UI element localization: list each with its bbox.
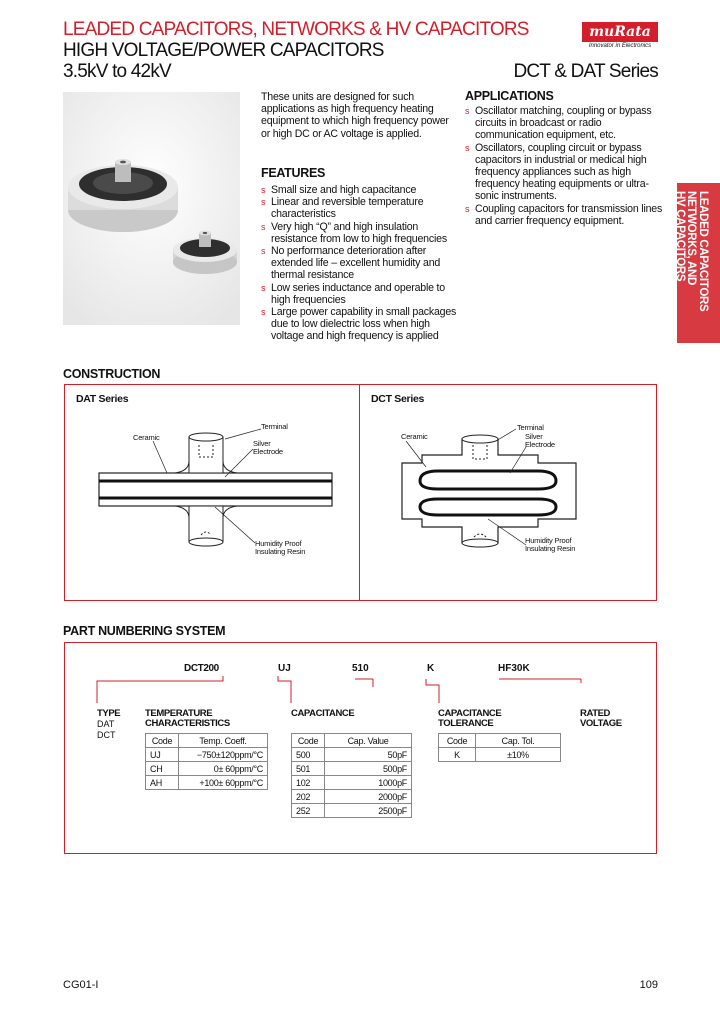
table-cell: 500pF [325,762,412,776]
table-header: Temp. Coeff. [179,734,268,748]
table-row [292,776,412,790]
dat-label-terminal: Terminal [261,422,288,431]
dct-label-electrode: Electrode [525,440,555,449]
table-row [146,748,268,762]
bullet-marker: s [261,246,266,257]
table-header: Code [146,734,179,748]
dat-label-electrode: Electrode [253,447,283,456]
logo-wordmark: muRata [582,22,658,42]
dat-construction-diagram [65,385,359,600]
features-title: FEATURES [261,166,326,180]
pn-code-type: DCT200 [184,663,219,674]
table-cell: ±10% [476,748,561,762]
table-header: Cap. Value [325,734,412,748]
table-row [292,790,412,804]
pn-temp-table [145,733,268,790]
table-row [439,748,561,762]
pn-rated-label1: RATED [580,708,611,719]
table-cell: 501 [292,762,325,776]
table-cell: −750±120ppm/°C [179,748,268,762]
application-text: Oscillators, coupling circuit or bypass capacitors in industrial or medical high frequency appliances such as high frequency heating equipments or ultra-sonic instruments. [475,141,649,203]
pn-code-voltage: HF30K [498,663,530,674]
table-cell: UJ [146,748,179,762]
table-cell: 2000pF [325,790,412,804]
dct-label-resin2: Insulating Resin [525,544,576,553]
dat-label-resin [255,540,305,556]
series-title: DCT & DAT Series [513,61,658,82]
table-header-row [439,734,561,748]
table-row [292,748,412,762]
murata-logo [582,22,658,49]
table-row [292,762,412,776]
header-line1: LEADED CAPACITORS, NETWORKS & HV CAPACITORS [63,19,529,40]
table-row [292,804,412,818]
bullet-marker: s [465,142,470,153]
table-row [146,762,268,776]
table-cell: 50pF [325,748,412,762]
pn-rated-label [580,709,622,729]
construction-title: CONSTRUCTION [63,367,161,381]
table-cell: AH [146,776,179,790]
header-line3: 3.5kV to 42kV [63,61,171,82]
dct-label-ceramic: Ceramic [401,432,428,441]
side-tab-line2: NETWORKS, AND [685,191,698,286]
pn-connector-lines [65,643,656,713]
feature-text: Low series inductance and operable to high frequencies [271,281,445,306]
table-header-row [292,734,412,748]
dct-series-title: DCT Series [371,393,425,405]
part-numbering-box [64,642,657,854]
dat-label-resin2: Insulating Resin [255,547,306,556]
bullet-marker: s [465,203,470,214]
table-cell: 252 [292,804,325,818]
pn-type-values [97,719,116,741]
applications-list [465,105,665,227]
bullet-marker: s [261,221,266,232]
dat-label-silver: Silver [253,439,271,448]
page-number: 109 [639,979,658,991]
table-row [146,776,268,790]
dct-label-silver-electrode [525,433,555,449]
table-cell: 202 [292,790,325,804]
feature-text: Small size and high capacitance [271,184,417,196]
feature-text: Linear and reversible temperature characteristics [271,196,424,221]
product-photo [63,92,240,325]
construction-box [64,384,657,601]
application-item [465,203,665,227]
dct-construction-diagram [360,385,656,600]
table-header: Code [439,734,476,748]
features-list [261,184,459,343]
feature-text: Large power capability in small packages due to low dielectric loss when high voltage and high frequency is applied [271,306,457,343]
table-cell: 0± 60ppm/°C [179,762,268,776]
dct-label-resin [525,537,575,553]
side-tab-line3: HV CAPACITORS [674,191,686,282]
feature-item [261,245,459,282]
header-line2: HIGH VOLTAGE/POWER CAPACITORS [63,40,384,61]
table-header: Cap. Tol. [476,734,561,748]
table-cell: CH [146,762,179,776]
application-text: Oscillator matching, coupling or bypass circuits in broadcast or radio communication equipment, etc. [475,105,652,142]
part-numbering-title: PART NUMBERING SYSTEM [63,624,226,638]
dct-label-silver: Silver [525,432,543,441]
dat-label-resin1: Humidity Proof [255,539,302,548]
pn-type-dat: DAT [97,719,115,729]
dct-label-resin1: Humidity Proof [525,536,572,545]
pn-tol-table [438,733,561,762]
table-cell: K [439,748,476,762]
feature-item [261,221,459,245]
pn-temp-label [145,709,230,729]
table-header: Code [292,734,325,748]
feature-item [261,184,459,196]
logo-tagline: Innovator in Electronics [588,43,652,49]
dat-label-ceramic: Ceramic [133,433,160,442]
feature-item [261,306,459,343]
pn-cap-table [291,733,412,818]
applications-title: APPLICATIONS [465,89,554,103]
intro-text: These units are designed for such applications as high frequency heating equipment to which high frequency power or high DC or AC voltage is applied. [261,91,449,140]
bullet-marker: s [261,282,266,293]
table-cell: 102 [292,776,325,790]
pn-tol-label1: CAPACITANCE [438,708,502,719]
table-cell: 2500pF [325,804,412,818]
bullet-marker: s [465,106,470,116]
pn-temp-label1: TEMPERATURE [145,708,213,719]
pn-tol-label [438,709,501,729]
dct-label-terminal: Terminal [517,423,544,432]
bullet-marker: s [261,197,266,208]
dat-label-silver-electrode [253,440,283,456]
section-side-tab [674,183,720,343]
application-item [465,105,665,142]
feature-text: Very high “Q” and high insulation resistance from low to high frequencies [271,220,447,245]
application-item [465,142,665,203]
bullet-marker: s [261,307,266,318]
capacitor-photo-illustration [63,92,240,325]
feature-item [261,282,459,306]
pn-temp-label2: CHARACTERISTICS [145,718,230,729]
bullet-marker: s [261,185,266,195]
footer-code: CG01-I [63,979,99,991]
pn-type-dct: DCT [97,730,116,740]
table-cell: +100± 60ppm/°C [179,776,268,790]
pn-type-label: TYPE [97,708,121,719]
pn-rated-label2: VOLTAGE [580,718,622,729]
pn-tol-label2: TOLERANCE [438,718,494,729]
table-cell: 500 [292,748,325,762]
pn-code-cap: 510 [352,663,369,674]
pn-code-temp: UJ [278,663,291,674]
pn-cap-label: CAPACITANCE [291,708,355,719]
application-text: Coupling capacitors for transmission lines and carrier frequency equipment. [475,202,663,227]
table-cell: 1000pF [325,776,412,790]
side-tab-line1: LEADED CAPACITORS [697,191,709,312]
dat-series-title: DAT Series [76,393,129,405]
feature-item [261,196,459,220]
pn-code-tol: K [427,663,435,674]
table-header-row [146,734,268,748]
feature-text: No performance deterioration after extended life – excellent humidity and thermal resistance [271,245,441,282]
